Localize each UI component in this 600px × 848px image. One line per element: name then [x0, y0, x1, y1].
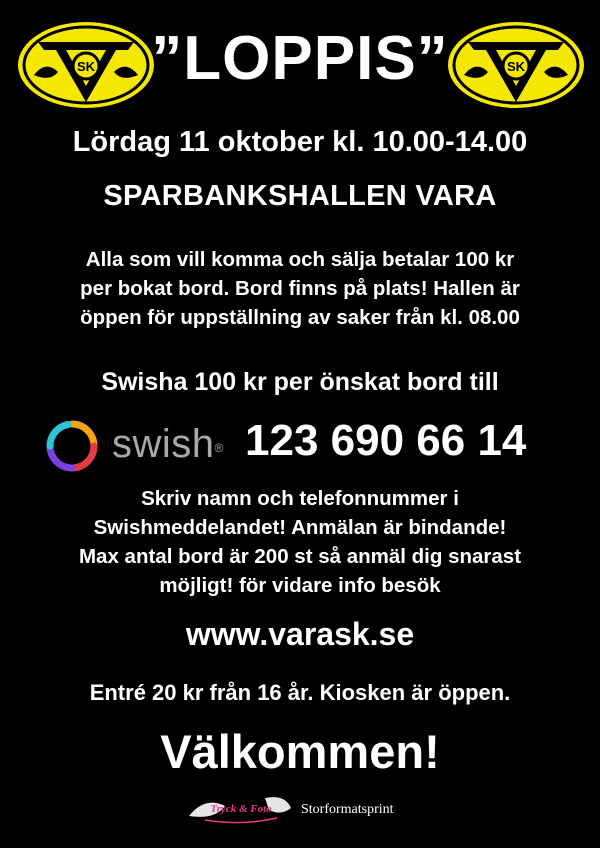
swish-brand-text: swish: [112, 422, 215, 466]
sponsor-logo: [185, 790, 295, 828]
swish-brand: swish®: [112, 422, 224, 466]
sponsor-text: Storformatsprint: [301, 802, 394, 817]
seller-info-line: per bokat bord. Bord finns på plats! Hallen är: [80, 277, 520, 300]
registration-note-line: Skriv namn och telefonnummer i: [141, 487, 459, 510]
seller-info: [0, 245, 600, 332]
seller-info-line: Alla som vill komma och sälja betalar 100 kr: [85, 248, 515, 271]
vara-sk-logo-right: [446, 20, 586, 110]
seller-info-line: öppen för uppställning av saker från kl. 08.00: [80, 306, 520, 329]
swish-logo-icon: [44, 418, 100, 474]
event-venue: SPARBANKSHALLEN VARA: [103, 180, 497, 212]
registration-note-line: Swishmeddelandet! Anmälan är bindande!: [93, 516, 507, 539]
website-url: www.varask.se: [185, 616, 415, 652]
registration-note-line: möjligt! för vidare info besök: [159, 574, 441, 597]
logo-right-text: SK: [506, 59, 526, 74]
swish-number: 123 690 66 14: [245, 416, 527, 465]
welcome-message: Välkommen!: [160, 725, 440, 778]
registration-note: [0, 484, 600, 600]
sponsor-footer: [185, 790, 445, 830]
logo-left-text: SK: [76, 59, 96, 74]
event-date-time: Lördag 11 oktober kl. 10.00-14.00: [72, 126, 528, 158]
registration-note-line: Max antal bord är 200 st så anmäl dig snarast: [78, 545, 522, 568]
event-title: ”LOPPIS”: [151, 24, 449, 93]
swish-payment-row: [40, 412, 580, 472]
vara-sk-logo-left: [16, 20, 156, 110]
swish-instruction: Swisha 100 kr per önskat bord till: [101, 368, 499, 396]
sponsor-logo-text: Tryck & Foto: [210, 803, 272, 815]
entry-fee: Entré 20 kr från 16 år. Kiosken är öppen.: [89, 680, 511, 705]
